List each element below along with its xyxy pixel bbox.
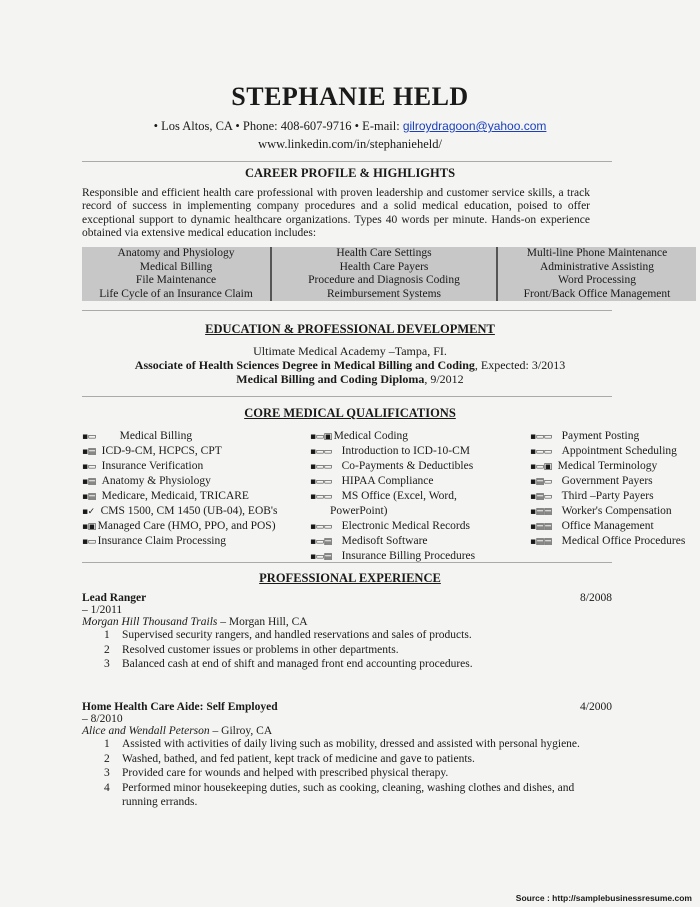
duty-item: 1 Assisted with activities of daily living such as mobility, dressed and assisted with personal hygiene. bbox=[104, 738, 580, 750]
duty-item: 4 Performed minor housekeeping duties, such as cooking, cleaning, washing clothes and dishes, and running errands. bbox=[104, 781, 575, 808]
job-end-date: – 8/2010 bbox=[82, 713, 123, 725]
qualification-text: Office Management bbox=[561, 520, 654, 532]
duty-text: Resolved customer issues or problems in other departments. bbox=[122, 643, 399, 656]
job-company bbox=[82, 725, 612, 737]
qualification-item bbox=[310, 504, 475, 519]
section-heading-education: EDUCATION & PROFESSIONAL DEVELOPMENT bbox=[205, 322, 495, 336]
qualification-item bbox=[82, 474, 277, 489]
degree-title: Associate of Health Sciences Degree in Medical Billing and Coding bbox=[134, 358, 475, 372]
skill-item: Medical Billing bbox=[139, 260, 213, 273]
career-summary: Responsible and efficient health care professional with proven leadership and customer service skills, a track record of success in implementing company procedures and a solid medical education, poised to offer exceptional support to dynamic healthcare organizations. Types 40 words per minute. Hands-on experience obtained via extensive medical education includes: bbox=[82, 187, 590, 240]
skill-item: Anatomy and Physiology bbox=[117, 247, 235, 259]
qualification-text: Medisoft Software bbox=[341, 535, 428, 547]
qualification-text: Managed Care (HMO, PPO, and POS) bbox=[97, 520, 276, 532]
company-location: – Morgan Hill, CA bbox=[217, 616, 308, 628]
company-name: Morgan Hill Thousand Trails bbox=[82, 616, 218, 628]
checkbox-icon: ▪▭ bbox=[82, 537, 96, 547]
job-entry bbox=[82, 592, 612, 672]
qualification-text: Anatomy & Physiology bbox=[101, 475, 211, 487]
qualifications-column-1 bbox=[82, 429, 277, 549]
job-start-date: 8/2008 bbox=[580, 592, 612, 604]
qualification-text: Introduction to ICD-10-CM bbox=[341, 445, 471, 457]
duty-list bbox=[82, 628, 612, 672]
divider bbox=[82, 562, 612, 563]
duty-text: Supervised security rangers, and handled reservations and sales of products. bbox=[122, 629, 472, 641]
qualification-text: Co-Payments & Deductibles bbox=[341, 460, 474, 472]
qualifications-column-3 bbox=[530, 429, 685, 549]
checkbox-icon: ▪▭▤ bbox=[310, 537, 332, 547]
section-heading-qualifications: CORE MEDICAL QUALIFICATIONS bbox=[244, 406, 456, 420]
contact-details: • Los Altos, CA • Phone: 408-607-9716 • E-mail: bbox=[153, 119, 403, 133]
duty-item: 2 Resolved customer issues or problems in other departments. bbox=[104, 643, 399, 656]
duty-text: Assisted with activities of daily living such as mobility, dressed and assisted with personal hygiene. bbox=[122, 738, 580, 750]
qualification-item bbox=[82, 519, 277, 534]
diploma-line bbox=[0, 372, 700, 386]
candidate-name: STEPHANIE HELD bbox=[231, 82, 469, 111]
qualification-text: Insurance Claim Processing bbox=[97, 535, 226, 547]
qualification-text: Worker's Compensation bbox=[561, 505, 672, 517]
qualification-text: Government Payers bbox=[561, 475, 653, 487]
diploma-title: Medical Billing and Coding Diploma bbox=[236, 372, 425, 386]
job-title: Home Health Care Aide: Self Employed bbox=[82, 701, 278, 713]
qualification-item bbox=[82, 459, 277, 474]
qualification-item bbox=[530, 519, 685, 534]
qualification-item bbox=[82, 489, 277, 504]
qualification-item bbox=[82, 504, 277, 519]
section-heading-experience: PROFESSIONAL EXPERIENCE bbox=[259, 571, 441, 585]
checkbox-icon: ▪▭▭ bbox=[310, 477, 332, 487]
duty-text: Provided care for wounds and helped with prescribed physical therapy. bbox=[122, 767, 449, 779]
checkbox-icon: ▪▭▭ bbox=[310, 462, 332, 472]
qualification-text: Medicare, Medicaid, TRICARE bbox=[101, 490, 249, 502]
skill-item: Reimbursement Systems bbox=[326, 287, 442, 300]
company-name: Alice and Wendall Peterson bbox=[82, 725, 210, 737]
qualification-item bbox=[310, 459, 475, 474]
section-heading-career: CAREER PROFILE & HIGHLIGHTS bbox=[244, 166, 456, 180]
checkbox-icon: ▪▭▭ bbox=[530, 432, 552, 442]
degree-date: , Expected: 3/2013 bbox=[474, 358, 566, 372]
qualifications-column-2 bbox=[310, 429, 475, 564]
checkbox-icon: ▪▭ bbox=[82, 432, 96, 442]
qualification-item bbox=[530, 534, 685, 549]
checkbox-icon: ▪▤▤ bbox=[530, 537, 552, 547]
skill-item: Health Care Settings bbox=[336, 247, 432, 259]
email-link[interactable]: gilroydragoon@yahoo.com bbox=[402, 119, 547, 133]
qualification-text: Third –Party Payers bbox=[561, 490, 654, 502]
divider bbox=[82, 396, 612, 397]
job-company bbox=[82, 616, 612, 628]
checkbox-icon: ▪▤▭ bbox=[530, 477, 552, 487]
qualification-item bbox=[530, 444, 685, 459]
checkbox-icon: ▪▭▭ bbox=[310, 447, 332, 457]
qualification-text: Payment Posting bbox=[561, 430, 640, 442]
qualification-text: Appointment Scheduling bbox=[561, 445, 677, 457]
checkbox-icon: ▪▭▭ bbox=[310, 492, 332, 502]
qualification-item bbox=[530, 504, 685, 519]
qualification-item bbox=[310, 474, 475, 489]
checkbox-icon: ▪▤ bbox=[82, 492, 96, 502]
duty-list bbox=[82, 737, 612, 810]
diploma-date: , 9/2012 bbox=[424, 372, 464, 386]
skill-item: Multi-line Phone Maintenance bbox=[526, 247, 668, 259]
qualification-text: PowerPoint) bbox=[330, 505, 388, 517]
qualification-item bbox=[82, 429, 277, 444]
skill-item: Front/Back Office Management bbox=[523, 287, 671, 300]
qualification-text: HIPAA Compliance bbox=[341, 475, 434, 487]
qualification-text: Medical Coding bbox=[333, 430, 409, 442]
duty-text: Washed, bathed, and fed patient, kept track of medicine and gave to patients. bbox=[122, 752, 475, 765]
source-credit: Source : http://samplebusinessresume.com bbox=[515, 893, 692, 903]
school-name: Ultimate Medical Academy –Tampa, FI. bbox=[253, 344, 447, 358]
qualification-item bbox=[530, 459, 685, 474]
duty-item: 1 Supervised security rangers, and handled reservations and sales of products. bbox=[104, 629, 472, 641]
duty-text: Balanced cash at end of shift and managed front end accounting procedures. bbox=[122, 658, 473, 670]
duty-item: 3 Balanced cash at end of shift and managed front end accounting procedures. bbox=[104, 658, 473, 670]
checkbox-icon: ▪▭▣ bbox=[530, 462, 552, 472]
divider bbox=[82, 161, 612, 162]
skills-column-1 bbox=[82, 247, 272, 301]
checkbox-icon: ▪✓ bbox=[82, 507, 95, 517]
skill-item: Word Processing bbox=[558, 274, 636, 286]
job-start-date: 4/2000 bbox=[580, 701, 612, 713]
duty-item: 3 Provided care for wounds and helped with prescribed physical therapy. bbox=[104, 767, 449, 779]
degree-line bbox=[0, 358, 700, 372]
qualification-item bbox=[530, 429, 685, 444]
job-entry bbox=[82, 701, 612, 810]
qualification-text: CMS 1500, CM 1450 (UB-04), EOB's bbox=[100, 505, 278, 517]
qualification-item bbox=[310, 489, 475, 504]
qualification-item bbox=[82, 444, 277, 459]
qualification-item bbox=[310, 429, 475, 444]
contact-line bbox=[0, 119, 700, 134]
education-block bbox=[0, 344, 700, 386]
qualification-text: MS Office (Excel, Word, bbox=[341, 490, 457, 502]
job-title: Lead Ranger bbox=[82, 592, 147, 604]
qualification-text: ICD-9-CM, HCPCS, CPT bbox=[101, 445, 222, 457]
qualification-item bbox=[530, 489, 685, 504]
checkbox-icon: ▪▭▭ bbox=[310, 522, 332, 532]
qualification-item bbox=[310, 534, 475, 549]
skill-item: Health Care Payers bbox=[339, 260, 429, 273]
skills-table bbox=[82, 247, 696, 301]
qualification-item bbox=[310, 519, 475, 534]
checkbox-icon: ▪▭ bbox=[82, 462, 96, 472]
checkbox-icon: ▪▭▭ bbox=[530, 447, 552, 457]
skill-item: Administrative Assisting bbox=[539, 260, 655, 273]
qualification-item bbox=[530, 474, 685, 489]
checkbox-icon: ▪▤▭ bbox=[530, 492, 552, 502]
skill-item: Procedure and Diagnosis Coding bbox=[308, 274, 460, 286]
duty-text: Performed minor housekeeping duties, such as cooking, cleaning, washing clothes and dishes, and running errands. bbox=[122, 781, 575, 808]
checkbox-icon: ▪▤▤ bbox=[530, 522, 552, 532]
checkbox-icon: ▪▭▤ bbox=[310, 552, 332, 562]
linkedin-url[interactable]: www.linkedin.com/in/stephanieheld/ bbox=[258, 137, 442, 151]
checkbox-icon: ▪▤▤ bbox=[530, 507, 552, 517]
qualification-text: Medical Terminology bbox=[557, 460, 658, 472]
checkbox-icon: ▪▤ bbox=[82, 477, 96, 487]
checkbox-icon: ▪▣ bbox=[82, 522, 96, 532]
skills-column-3 bbox=[498, 247, 696, 301]
divider bbox=[82, 310, 612, 311]
skill-item: Life Cycle of an Insurance Claim bbox=[99, 287, 253, 300]
checkbox-icon: ▪▭▣ bbox=[310, 432, 332, 442]
qualification-item bbox=[310, 444, 475, 459]
company-location: – Gilroy, CA bbox=[209, 725, 273, 737]
qualification-text: Medical Billing bbox=[119, 430, 193, 442]
skills-column-2 bbox=[272, 247, 498, 301]
qualification-text: Medical Office Procedures bbox=[561, 535, 686, 547]
qualification-text: Insurance Verification bbox=[101, 460, 204, 472]
checkbox-icon: ▪▤ bbox=[82, 447, 96, 457]
qualification-item bbox=[82, 534, 277, 549]
qualification-text: Insurance Billing Procedures bbox=[341, 550, 476, 562]
duty-item: 2 Washed, bathed, and fed patient, kept track of medicine and gave to patients. bbox=[104, 752, 475, 765]
skill-item: File Maintenance bbox=[135, 274, 217, 286]
job-end-date: – 1/2011 bbox=[82, 604, 123, 616]
qualification-text: Electronic Medical Records bbox=[341, 520, 470, 532]
